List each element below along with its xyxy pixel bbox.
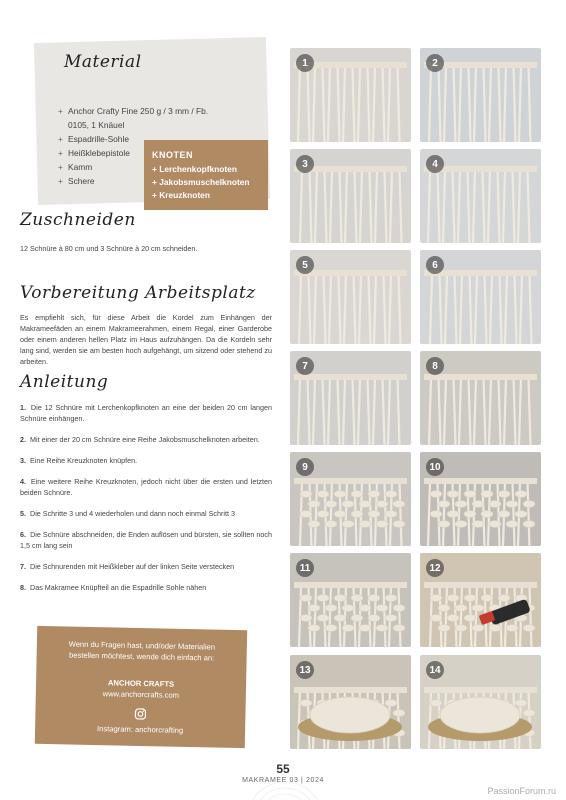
step-photo <box>420 250 541 344</box>
step-number-badge: 13 <box>296 661 314 679</box>
step-photo <box>420 553 541 647</box>
page-number: 55 <box>276 762 290 776</box>
material-item: + Heißklebepistole <box>58 148 130 158</box>
contact-url[interactable]: www.anchorcrafts.com <box>102 689 180 700</box>
step-photo <box>290 655 411 749</box>
contact-text: Wenn du Fragen hast, und/oder Materialien bestellen möchtest, wende dich einfach an: <box>68 639 216 663</box>
material-item: + Espadrille-Sohle <box>58 134 129 144</box>
step-number-badge: 12 <box>426 559 444 577</box>
zuschneiden-text: 12 Schnüre à 80 cm und 3 Schnüre à 20 cm schneiden. <box>20 244 198 253</box>
material-item: + Kamm <box>58 162 93 172</box>
step-item: 8. Das Makramee Knüpfteil an die Espadrille Sohle nähen <box>20 583 207 592</box>
vorbereitung-text: Es empfiehlt sich, für diese Arbeit die Kordel zum Einhängen der Makrameefäden an einem Makrameerahmen, einem Regal, einer Garderobe oder einem anderen hellen Platz im Haus aufzuhängen. Da die Kordeln sehr lang sind, werden sie am besten hoch aufgehängt, um sitzend oder stehend zu arbeiten. <box>20 313 272 366</box>
knoten-item: + Lerchenkopfknoten <box>152 164 237 174</box>
instagram-icon <box>134 708 146 720</box>
knoten-title: KNOTEN <box>152 150 193 160</box>
step-number-badge: 9 <box>296 458 314 476</box>
contact-card <box>35 626 247 748</box>
step-number-badge: 6 <box>426 256 444 274</box>
step-number-badge: 5 <box>296 256 314 274</box>
zuschneiden-title: Zuschneiden <box>20 210 136 230</box>
step-item: 6. Die Schnüre abschneiden, die Enden auflösen und bürsten, sie sollten noch 1,5 cm lang sein <box>20 530 272 550</box>
step-photo <box>420 452 541 546</box>
step-number-badge: 11 <box>296 559 314 577</box>
contact-instagram[interactable]: Instagram: anchorcrafting <box>96 724 184 735</box>
step-item: 4. Eine weitere Reihe Kreuzknoten, jedoch nicht über die ersten und letzten beiden Schnüre. <box>20 477 272 497</box>
step-photo <box>420 48 541 142</box>
issue-line: MAKRAMEE 03 | 2024 <box>242 777 324 784</box>
watermark: PassionForum.ru <box>487 786 556 796</box>
step-item: 5. Die Schritte 3 und 4 wiederholen und dann noch einmal Schritt 3 <box>20 509 235 518</box>
step-number-badge: 14 <box>426 661 444 679</box>
step-number-badge: 7 <box>296 357 314 375</box>
step-item: 3. Eine Reihe Kreuzknoten knüpfen. <box>20 456 138 465</box>
material-item: + Schere <box>58 176 95 186</box>
knoten-card <box>144 140 268 210</box>
steps-list <box>20 402 272 603</box>
material-title: Material <box>64 52 142 72</box>
knoten-item: + Jakobsmuschelknoten <box>152 177 250 187</box>
step-photo <box>290 149 411 243</box>
contact-brand: ANCHOR CRAFTS <box>107 678 175 689</box>
step-photo <box>420 655 541 749</box>
step-photo <box>290 250 411 344</box>
step-number-badge: 10 <box>426 458 444 476</box>
step-number-badge: 8 <box>426 357 444 375</box>
material-item: + Anchor Crafty Fine 250 g / 3 mm / Fb. 0105, 1 Knäuel <box>58 106 209 130</box>
step-photo <box>290 553 411 647</box>
step-number-badge: 4 <box>426 155 444 173</box>
knoten-list <box>152 163 260 202</box>
step-number-badge: 1 <box>296 54 314 72</box>
step-item: 7. Die Schnurenden mit Heißkleber auf der linken Seite verstecken <box>20 562 235 571</box>
knoten-item: + Kreuzknoten <box>152 190 210 200</box>
step-photo <box>420 351 541 445</box>
step-number-badge: 2 <box>426 54 444 72</box>
step-item: 1. Die 12 Schnüre mit Lerchenkopfknoten an eine der beiden 20 cm langen Schnüre einhängen. <box>20 403 272 423</box>
step-photo <box>290 351 411 445</box>
step-number-badge: 3 <box>296 155 314 173</box>
anleitung-title: Anleitung <box>20 372 109 392</box>
step-photo <box>420 149 541 243</box>
step-photo <box>290 452 411 546</box>
page-footer <box>0 762 566 784</box>
vorbereitung-title: Vorbereitung Arbeitsplatz <box>20 283 256 303</box>
step-item: 2. Mit einer der 20 cm Schnüre eine Reihe Jakobsmuschelknoten arbeiten. <box>20 435 260 444</box>
step-photo <box>290 48 411 142</box>
